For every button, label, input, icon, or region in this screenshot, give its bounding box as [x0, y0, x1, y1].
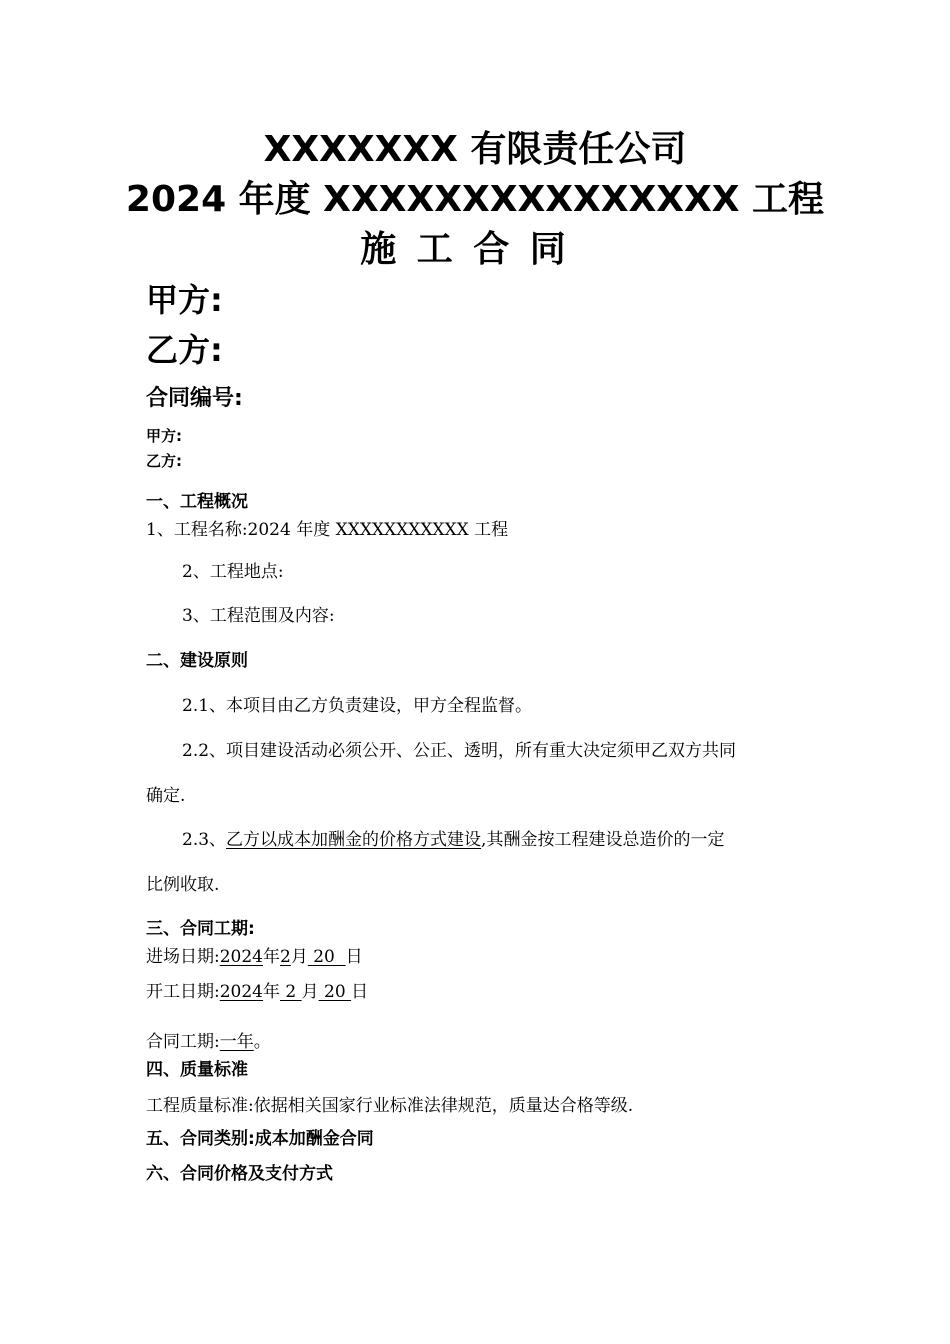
section2-p2-line2: 确定.: [146, 786, 186, 806]
cover-party-b: 乙方:: [146, 331, 223, 369]
start-day: 20: [318, 982, 352, 1002]
entry-month: 2: [280, 947, 291, 967]
cover-contract-number: 合同编号:: [146, 386, 243, 411]
section2-p3-line1: [182, 828, 724, 852]
start-year-unit: 年: [263, 982, 280, 1002]
entry-date-label: 进场日期:: [146, 947, 220, 967]
section1-item1: 1、工程名称:2024 年度 XXXXXXXXXXX 工程: [146, 520, 509, 540]
section6-heading: 六、合同价格及支付方式: [146, 1164, 333, 1184]
period-label: 合同工期:: [146, 1032, 220, 1052]
section4-heading: 四、质量标准: [146, 1060, 248, 1080]
period-value: 一年: [219, 1032, 254, 1052]
section2-heading: 二、建设原则: [146, 651, 248, 671]
title-company: XXXXXXX 有限责任公司: [263, 129, 687, 170]
section1-heading: 一、工程概况: [146, 492, 248, 512]
start-date-label: 开工日期:: [146, 982, 220, 1002]
start-year: 2024: [219, 982, 263, 1002]
entry-month-unit: 月: [290, 947, 308, 967]
entry-year-unit: 年: [263, 947, 280, 967]
party-a-label: 甲方:: [146, 427, 182, 445]
start-date-line: [146, 980, 368, 1004]
entry-year: 2024: [219, 947, 263, 967]
party-b-label: 乙方:: [146, 452, 182, 470]
section2-p3-rest: ,其酬金按工程建设总造价的一定: [481, 830, 725, 850]
section2-p1: 2.1、本项目由乙方负责建设，甲方全程监督。: [182, 696, 533, 716]
start-day-unit: 日: [351, 982, 369, 1002]
section5-heading: 五、合同类别:成本加酬金合同: [146, 1129, 374, 1149]
entry-date-line: [146, 945, 363, 969]
entry-day: 20: [307, 947, 346, 967]
section2-p2-line1: 2.2、项目建设活动必须公开、公正、透明，所有重大决定须甲乙双方共同: [182, 741, 737, 761]
title-contract: 施 工 合 同: [360, 229, 570, 270]
section1-item3: 3、工程范围及内容:: [182, 606, 335, 626]
cover-party-a: 甲方:: [146, 281, 223, 319]
period-end: 。: [253, 1032, 271, 1052]
section1-item2: 2、工程地点:: [182, 562, 284, 582]
section2-p3-prefix: 2.3、: [182, 830, 227, 850]
section4-text: 工程质量标准:依据相关国家行业标准法律规范，质量达合格等级.: [146, 1096, 634, 1116]
start-month: 2: [280, 982, 302, 1002]
contract-period-line: [146, 1030, 271, 1054]
title-project: 2024 年度 XXXXXXXXXXXXXXX 工程: [125, 179, 825, 220]
section3-heading: 三、合同工期:: [146, 919, 255, 939]
section2-p3-underlined: 乙方以成本加酬金的价格方式建设: [226, 830, 482, 850]
start-month-unit: 月: [301, 982, 319, 1002]
section2-p3-line2: 比例收取.: [146, 875, 220, 895]
entry-day-unit: 日: [345, 947, 363, 967]
